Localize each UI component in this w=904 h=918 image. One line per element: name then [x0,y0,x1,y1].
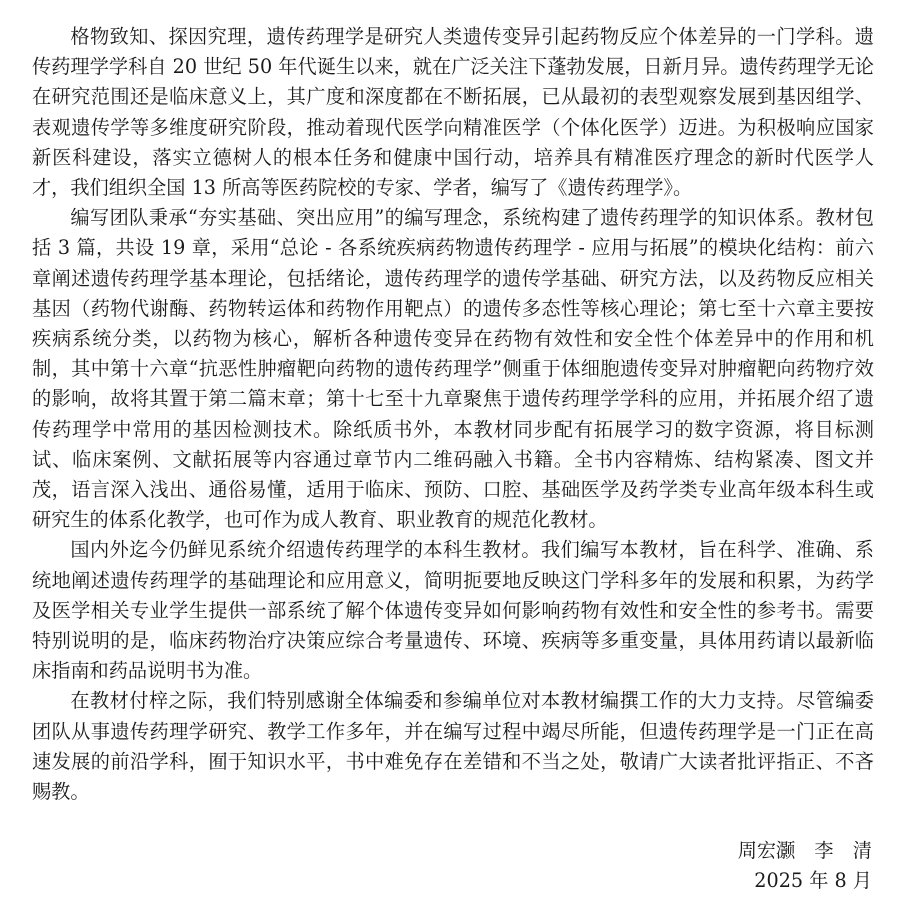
signature-date: 2025 年 8 月 [754,869,872,893]
paragraph-4: 在教材付梓之际，我们特别感谢全体编委和参编单位对本教材编撰工作的大力支持。尽管编委团队从事遗传药理学研究、教学工作多年，并在编写过程中竭尽所能，但遗传药理学是一门正在高速发展的前沿学科，囿于知识水平，书中难免存在差错和不当之处，敬请广大读者批评指正、不吝赐教。 [32,689,874,804]
signature-block [738,836,872,896]
paragraph-2: 编写团队秉承“夯实基础、突出应用”的编写理念，系统构建了遗传药理学的知识体系。教材包括 3 篇，共设 19 章，采用“总论 - 各系统疾病药物遗传药理学 - 应用与拓展”的模块化结构：前六章阐述遗传药理学基本理论，包括绪论，遗传药理学的遗传学基础、研究方法，以及药物反应相关基因（药物代谢酶、药物转运体和药物作用靶点）的遗传多态性等核心理论；第七至十六章主要按疾病系统分类，以药物为核心，解析各种遗传变异在药物有效性和安全性个体差异中的作用和机制，其中第十六章“抗恶性肿瘤靶向药物的遗传药理学”侧重于体细胞遗传变异对肿瘤靶向药物疗效的影响，故将其置于第二篇末章；第十七至十九章聚焦于遗传药理学学科的应用，并拓展介绍了遗传药理学中常用的基因检测技术。除纸质书外，本教材同步配有拓展学习的数字资源，将目标测试、临床案例、文献拓展等内容通过章节内二维码融入书籍。全书内容精炼、结构紧凑、图文并茂，语言深入浅出、通俗易懂，适用于临床、预防、口腔、基础医学及药学类专业高年级本科生或研究生的体系化教学，也可作为成人教育、职业教育的规范化教材。 [32,206,874,532]
preface-body [32,22,874,807]
paragraph-3: 国内外迄今仍鲜见系统介绍遗传药理学的本科生教材。我们编写本教材，旨在科学、准确、系统地阐述遗传药理学的基础理论和应用意义，简明扼要地反映这门学科多年的发展和积累，为药学及医学相关专业学生提供一部系统了解个体遗传变异如何影响药物有效性和安全性的参考书。需要特别说明的是，临床药物治疗决策应综合考量遗传、环境、疾病等多重变量，具体用药请以最新临床指南和药品说明书为准。 [32,538,874,683]
author-names: 周宏灏 李 清 [737,839,872,862]
paragraph-1: 格物致知、探因究理，遗传药理学是研究人类遗传变异引起药物反应个体差异的一门学科。遗传药理学学科自 20 世纪 50 年代诞生以来，就在广泛关注下蓬勃发展，日新月异。遗传药理学无论在研究范围还是临床意义上，其广度和深度都在不断拓展，已从最初的表型观察发展到基因组学、表观遗传学等多维度研究阶段，推动着现代医学向精准医学（个体化医学）迈进。为积极响应国家新医科建设，落实立德树人的根本任务和健康中国行动，培养具有精准医疗理念的新时代医学人才，我们组织全国 13 所高等医药院校的专家、学者，编写了《遗传药理学》。 [32,25,874,200]
